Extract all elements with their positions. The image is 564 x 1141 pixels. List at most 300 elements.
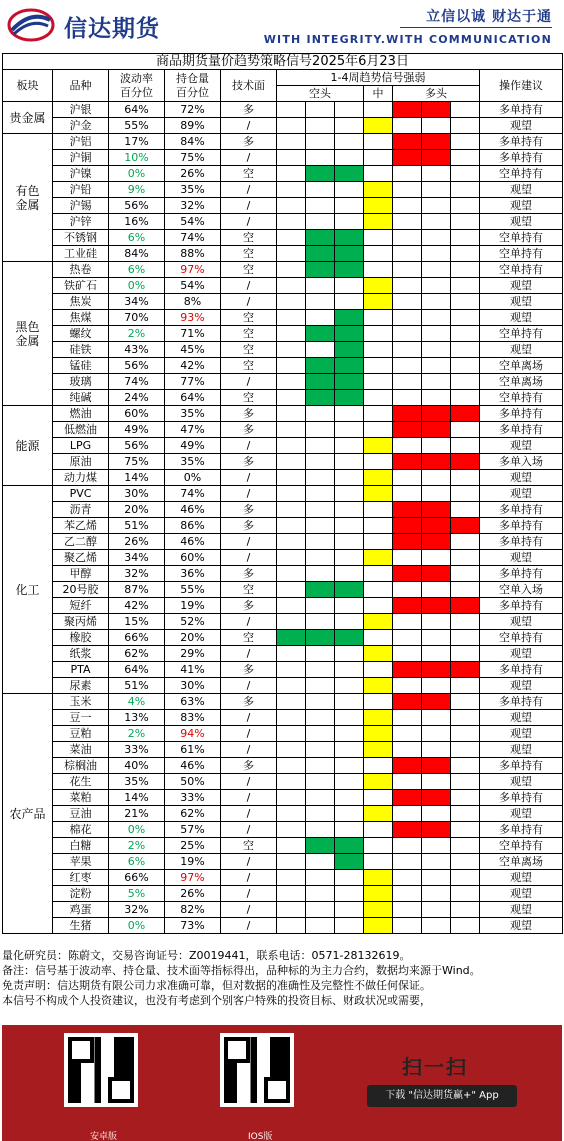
signal-cell xyxy=(364,294,393,310)
variety-cell: 沪铜 xyxy=(53,150,109,166)
signal-cell xyxy=(335,902,364,918)
signal-cell xyxy=(364,390,393,406)
open-interest-cell: 55% xyxy=(165,582,221,598)
signal-cell xyxy=(364,422,393,438)
signal-cell xyxy=(335,214,364,230)
signal-cell xyxy=(306,854,335,870)
signal-cell xyxy=(306,102,335,118)
open-interest-cell: 86% xyxy=(165,518,221,534)
signal-cell xyxy=(335,246,364,262)
signal-cell xyxy=(335,774,364,790)
signal-cell xyxy=(422,726,451,742)
signal-cell xyxy=(364,150,393,166)
table-row xyxy=(3,486,563,502)
table-row xyxy=(3,294,563,310)
technical-cell: / xyxy=(221,790,277,806)
advice-cell: 观望 xyxy=(480,678,563,694)
signal-cell xyxy=(422,310,451,326)
signal-cell xyxy=(306,646,335,662)
signal-cell xyxy=(335,118,364,134)
signal-cell xyxy=(451,310,480,326)
signal-cell xyxy=(335,598,364,614)
technical-cell: / xyxy=(221,902,277,918)
signal-cell xyxy=(335,358,364,374)
signal-cell xyxy=(422,262,451,278)
signal-cell xyxy=(306,230,335,246)
open-interest-cell: 74% xyxy=(165,486,221,502)
volatility-cell: 0% xyxy=(109,166,165,182)
signal-cell xyxy=(306,390,335,406)
advice-cell: 多单持有 xyxy=(480,502,563,518)
signal-cell xyxy=(277,790,306,806)
signal-cell xyxy=(277,550,306,566)
table-row xyxy=(3,726,563,742)
variety-cell: 20号胶 xyxy=(53,582,109,598)
table-row xyxy=(3,422,563,438)
signal-cell xyxy=(451,374,480,390)
volatility-cell: 87% xyxy=(109,582,165,598)
technical-cell: 多 xyxy=(221,566,277,582)
signal-cell xyxy=(451,534,480,550)
signal-cell xyxy=(335,150,364,166)
signal-cell xyxy=(422,550,451,566)
signal-cell xyxy=(364,550,393,566)
signal-cell xyxy=(364,486,393,502)
variety-cell: 锰硅 xyxy=(53,358,109,374)
advice-cell: 观望 xyxy=(480,550,563,566)
volatility-cell: 49% xyxy=(109,422,165,438)
table-row xyxy=(3,326,563,342)
signal-cell xyxy=(451,806,480,822)
advice-cell: 多单持有 xyxy=(480,822,563,838)
signal-cell xyxy=(451,742,480,758)
signal-cell xyxy=(277,182,306,198)
volatility-cell: 64% xyxy=(109,102,165,118)
table-row xyxy=(3,390,563,406)
signal-cell xyxy=(364,134,393,150)
signal-cell xyxy=(393,566,422,582)
signal-cell xyxy=(306,806,335,822)
signal-cell xyxy=(422,246,451,262)
disclaimer-line-2: 本信号不构成个人投资建议，也没有考虑到个别客户特殊的投资目标、财政状况或需要， xyxy=(2,994,431,1007)
signal-cell xyxy=(335,662,364,678)
open-interest-cell: 42% xyxy=(165,358,221,374)
signal-cell xyxy=(422,374,451,390)
signal-cell xyxy=(364,614,393,630)
variety-cell: 淀粉 xyxy=(53,886,109,902)
signal-cell xyxy=(306,630,335,646)
signal-cell xyxy=(422,630,451,646)
advice-cell: 多单持有 xyxy=(480,534,563,550)
volatility-cell: 32% xyxy=(109,566,165,582)
volatility-cell: 33% xyxy=(109,742,165,758)
signal-cell xyxy=(422,518,451,534)
signal-cell xyxy=(335,438,364,454)
open-interest-cell: 73% xyxy=(165,918,221,934)
signal-cell xyxy=(306,710,335,726)
variety-cell: 聚丙烯 xyxy=(53,614,109,630)
technical-cell: 空 xyxy=(221,246,277,262)
volatility-cell: 10% xyxy=(109,150,165,166)
open-interest-cell: 62% xyxy=(165,806,221,822)
signal-cell xyxy=(451,134,480,150)
signal-cell xyxy=(422,838,451,854)
variety-cell: 工业硅 xyxy=(53,246,109,262)
variety-cell: 橡胶 xyxy=(53,630,109,646)
volatility-cell: 51% xyxy=(109,678,165,694)
table-row xyxy=(3,614,563,630)
open-interest-cell: 57% xyxy=(165,822,221,838)
signal-cell xyxy=(451,214,480,230)
table-row xyxy=(3,598,563,614)
signal-cell xyxy=(277,326,306,342)
open-interest-cell: 97% xyxy=(165,870,221,886)
signal-cell xyxy=(393,630,422,646)
signal-cell xyxy=(451,422,480,438)
signal-cell xyxy=(306,886,335,902)
signal-cell xyxy=(364,342,393,358)
advice-cell: 观望 xyxy=(480,886,563,902)
open-interest-cell: 54% xyxy=(165,278,221,294)
signal-cell xyxy=(277,358,306,374)
open-interest-cell: 63% xyxy=(165,694,221,710)
advice-cell: 观望 xyxy=(480,870,563,886)
advice-cell: 多单持有 xyxy=(480,102,563,118)
table-row xyxy=(3,886,563,902)
signal-cell xyxy=(306,166,335,182)
advice-cell: 多单持有 xyxy=(480,422,563,438)
signal-cell xyxy=(306,134,335,150)
signal-cell xyxy=(393,230,422,246)
sector-cell: 有色 金属 xyxy=(3,134,53,262)
signal-cell xyxy=(306,742,335,758)
technical-cell: 多 xyxy=(221,134,277,150)
signal-cell xyxy=(364,758,393,774)
technical-cell: / xyxy=(221,742,277,758)
sector-cell: 化工 xyxy=(3,486,53,694)
table-row xyxy=(3,742,563,758)
open-interest-cell: 19% xyxy=(165,598,221,614)
advice-cell: 观望 xyxy=(480,310,563,326)
technical-cell: 多 xyxy=(221,502,277,518)
variety-cell: 沪银 xyxy=(53,102,109,118)
table-row xyxy=(3,374,563,390)
signal-cell xyxy=(422,406,451,422)
signal-cell xyxy=(451,342,480,358)
signal-cell xyxy=(306,310,335,326)
table-row xyxy=(3,902,563,918)
table-row xyxy=(3,806,563,822)
signal-cell xyxy=(451,150,480,166)
technical-cell: / xyxy=(221,438,277,454)
technical-cell: / xyxy=(221,614,277,630)
table-row xyxy=(3,678,563,694)
signal-cell xyxy=(277,534,306,550)
technical-cell: 空 xyxy=(221,630,277,646)
signal-cell xyxy=(451,326,480,342)
signal-cell xyxy=(335,422,364,438)
open-interest-cell: 77% xyxy=(165,374,221,390)
signal-cell xyxy=(422,822,451,838)
variety-cell: 玻璃 xyxy=(53,374,109,390)
signal-cell xyxy=(393,806,422,822)
open-interest-cell: 94% xyxy=(165,726,221,742)
advice-cell: 空单离场 xyxy=(480,854,563,870)
signal-cell xyxy=(451,486,480,502)
variety-cell: 苯乙烯 xyxy=(53,518,109,534)
signal-cell xyxy=(335,806,364,822)
volatility-cell: 2% xyxy=(109,838,165,854)
signal-cell xyxy=(335,918,364,934)
variety-cell: 沪锡 xyxy=(53,198,109,214)
signal-cell xyxy=(306,918,335,934)
variety-cell: LPG xyxy=(53,438,109,454)
advice-cell: 观望 xyxy=(480,614,563,630)
signal-cell xyxy=(364,518,393,534)
signal-cell xyxy=(306,326,335,342)
advice-cell: 多单持有 xyxy=(480,662,563,678)
table-row xyxy=(3,182,563,198)
signal-cell xyxy=(422,278,451,294)
signal-cell xyxy=(364,742,393,758)
signal-cell xyxy=(277,854,306,870)
signal-cell xyxy=(335,694,364,710)
advice-cell: 观望 xyxy=(480,774,563,790)
volatility-cell: 4% xyxy=(109,694,165,710)
company-name: 信达期货 xyxy=(64,16,160,42)
download-app-button[interactable]: 下载 "信达期货赢+" App xyxy=(367,1085,517,1107)
signal-cell xyxy=(277,742,306,758)
open-interest-cell: 89% xyxy=(165,118,221,134)
logo-icon xyxy=(6,8,56,42)
volatility-cell: 6% xyxy=(109,262,165,278)
signal-cell xyxy=(335,182,364,198)
table-row xyxy=(3,198,563,214)
table-row xyxy=(3,534,563,550)
technical-cell: 多 xyxy=(221,422,277,438)
signal-cell xyxy=(451,566,480,582)
signal-cell xyxy=(277,870,306,886)
signal-cell xyxy=(364,774,393,790)
volatility-cell: 60% xyxy=(109,406,165,422)
technical-cell: / xyxy=(221,854,277,870)
signal-cell xyxy=(393,614,422,630)
technical-cell: / xyxy=(221,870,277,886)
signal-cell xyxy=(277,214,306,230)
signal-cell xyxy=(451,182,480,198)
signal-cell xyxy=(393,422,422,438)
signal-cell xyxy=(364,646,393,662)
technical-cell: / xyxy=(221,374,277,390)
open-interest-cell: 26% xyxy=(165,166,221,182)
signal-cell xyxy=(422,342,451,358)
signal-cell xyxy=(335,534,364,550)
signal-cell xyxy=(364,182,393,198)
technical-cell: 空 xyxy=(221,326,277,342)
advice-cell: 多单持有 xyxy=(480,406,563,422)
technical-cell: 多 xyxy=(221,758,277,774)
signal-cell xyxy=(306,374,335,390)
signal-cell xyxy=(393,598,422,614)
signal-cell xyxy=(393,150,422,166)
variety-cell: 焦炭 xyxy=(53,294,109,310)
signal-cell xyxy=(277,390,306,406)
table-row xyxy=(3,438,563,454)
technical-cell: / xyxy=(221,710,277,726)
open-interest-cell: 0% xyxy=(165,470,221,486)
variety-cell: 沪铅 xyxy=(53,182,109,198)
signal-cell xyxy=(277,278,306,294)
open-interest-cell: 25% xyxy=(165,838,221,854)
technical-cell: / xyxy=(221,774,277,790)
table-title: 商品期货量价趋势策略信号2025年6月23日 xyxy=(3,54,563,70)
signal-cell xyxy=(422,790,451,806)
signal-cell xyxy=(364,326,393,342)
variety-cell: PVC xyxy=(53,486,109,502)
signal-cell xyxy=(422,678,451,694)
signal-cell xyxy=(393,102,422,118)
signal-cell xyxy=(306,182,335,198)
signal-cell xyxy=(306,614,335,630)
header-open-interest: 持仓量 百分位 xyxy=(165,70,221,102)
signal-cell xyxy=(451,278,480,294)
table-row xyxy=(3,710,563,726)
signal-cell xyxy=(306,758,335,774)
signal-cell xyxy=(393,870,422,886)
signal-cell xyxy=(277,246,306,262)
sector-cell: 贵金属 xyxy=(3,102,53,134)
advice-cell: 空单入场 xyxy=(480,582,563,598)
advice-cell: 多单持有 xyxy=(480,758,563,774)
variety-cell: 焦煤 xyxy=(53,310,109,326)
header xyxy=(0,0,564,52)
signal-cell xyxy=(393,390,422,406)
signal-cell xyxy=(335,566,364,582)
volatility-cell: 16% xyxy=(109,214,165,230)
signal-cell xyxy=(335,646,364,662)
open-interest-cell: 49% xyxy=(165,438,221,454)
signal-cell xyxy=(335,790,364,806)
variety-cell: 沪铝 xyxy=(53,134,109,150)
signal-cell xyxy=(393,374,422,390)
signal-cell xyxy=(335,678,364,694)
advice-cell: 空单持有 xyxy=(480,262,563,278)
volatility-cell: 66% xyxy=(109,630,165,646)
signal-cell xyxy=(451,246,480,262)
variety-cell: 不锈钢 xyxy=(53,230,109,246)
ios-label: IOS版 xyxy=(248,1132,273,1141)
signal-cell xyxy=(277,230,306,246)
signal-cell xyxy=(393,774,422,790)
volatility-cell: 43% xyxy=(109,342,165,358)
signal-cell xyxy=(277,454,306,470)
variety-cell: 乙二醇 xyxy=(53,534,109,550)
signal-cell xyxy=(306,486,335,502)
signal-cell xyxy=(277,710,306,726)
technical-cell: / xyxy=(221,646,277,662)
advice-cell: 空单持有 xyxy=(480,326,563,342)
signal-cell xyxy=(364,886,393,902)
table-row xyxy=(3,102,563,118)
signal-cell xyxy=(335,502,364,518)
advice-cell: 空单持有 xyxy=(480,230,563,246)
signal-cell xyxy=(277,422,306,438)
header-technical: 技术面 xyxy=(221,70,277,102)
signal-cell xyxy=(335,614,364,630)
technical-cell: / xyxy=(221,918,277,934)
volatility-cell: 13% xyxy=(109,710,165,726)
advice-cell: 空单持有 xyxy=(480,246,563,262)
signal-cell xyxy=(393,342,422,358)
open-interest-cell: 97% xyxy=(165,262,221,278)
signal-cell xyxy=(364,406,393,422)
signal-cell xyxy=(451,758,480,774)
variety-cell: 玉米 xyxy=(53,694,109,710)
signal-cell xyxy=(451,294,480,310)
technical-cell: / xyxy=(221,198,277,214)
signal-cell xyxy=(393,790,422,806)
open-interest-cell: 88% xyxy=(165,246,221,262)
signal-cell xyxy=(422,694,451,710)
advice-cell: 空单持有 xyxy=(480,390,563,406)
signal-cell xyxy=(364,358,393,374)
remark-note: 备注：信号基于波动率、持仓量、技术面等指标得出，品种标的为主力合约，数据均来源于Wind。 xyxy=(2,964,481,977)
volatility-cell: 42% xyxy=(109,598,165,614)
signal-cell xyxy=(393,166,422,182)
signal-cell xyxy=(335,262,364,278)
variety-cell: 螺纹 xyxy=(53,326,109,342)
variety-cell: 低燃油 xyxy=(53,422,109,438)
signal-cell xyxy=(451,454,480,470)
signal-cell xyxy=(422,166,451,182)
ios-qr-code[interactable] xyxy=(220,1033,294,1107)
signal-cell xyxy=(306,838,335,854)
advice-cell: 多单持有 xyxy=(480,790,563,806)
table-row xyxy=(3,694,563,710)
variety-cell: 苹果 xyxy=(53,854,109,870)
volatility-cell: 0% xyxy=(109,822,165,838)
signal-cell xyxy=(277,134,306,150)
advice-cell: 多单持有 xyxy=(480,518,563,534)
table-row xyxy=(3,166,563,182)
signal-cell xyxy=(451,358,480,374)
signal-cell xyxy=(364,838,393,854)
signal-cell xyxy=(422,134,451,150)
signal-cell xyxy=(451,774,480,790)
signal-cell xyxy=(306,662,335,678)
variety-cell: 动力煤 xyxy=(53,470,109,486)
signal-cell xyxy=(306,214,335,230)
open-interest-cell: 93% xyxy=(165,310,221,326)
signal-cell xyxy=(306,902,335,918)
signal-cell xyxy=(422,230,451,246)
signal-cell xyxy=(277,726,306,742)
table-row xyxy=(3,662,563,678)
signal-table xyxy=(2,53,563,934)
signal-cell xyxy=(393,758,422,774)
signal-cell xyxy=(364,918,393,934)
android-qr-code[interactable] xyxy=(64,1033,138,1107)
sector-cell: 黑色 金属 xyxy=(3,262,53,406)
signal-cell xyxy=(364,166,393,182)
signal-cell xyxy=(393,502,422,518)
signal-cell xyxy=(451,614,480,630)
advice-cell: 观望 xyxy=(480,902,563,918)
signal-cell xyxy=(306,118,335,134)
open-interest-cell: 71% xyxy=(165,326,221,342)
variety-cell: 纯碱 xyxy=(53,390,109,406)
slogan-english: WITH INTEGRITY.WITH COMMUNICATION xyxy=(263,33,552,46)
